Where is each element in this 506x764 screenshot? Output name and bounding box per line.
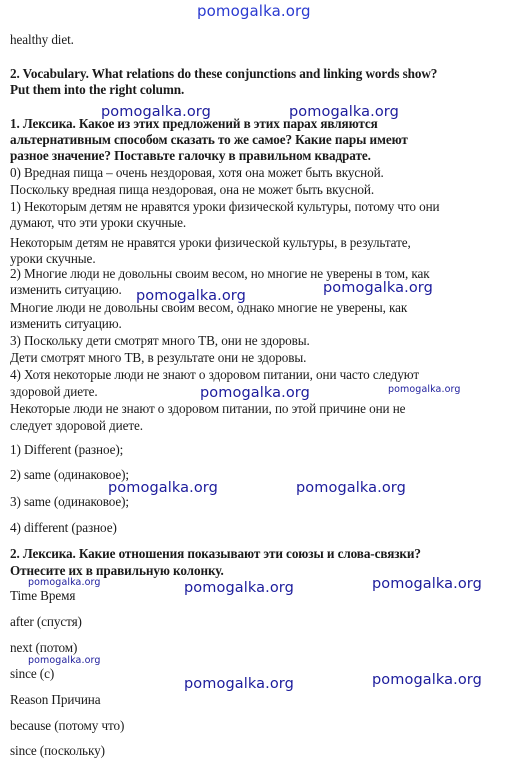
answer-item: 1) Different (разное); [10,442,124,457]
task2-ru-heading: Отнесите их в правильную колонку. [10,563,224,578]
task1-line: Многие люди не довольны своим весом, однако многие не уверены, как [10,300,408,315]
task1-line: думают, что эти уроки скучные. [10,215,187,230]
task1-line: 2) Многие люди не довольны своим весом, но многие не уверены в том, как [10,266,430,281]
task2-item: since (с) [10,666,55,681]
task2-item: Time Время [10,588,76,603]
task1-line: Некоторые люди не знают о здоровом питании, по этой причине они не [10,401,406,416]
intro-text: healthy diet. [10,32,74,47]
answer-item: 3) same (одинаковое); [10,494,129,509]
task1-line: Некоторым детям не нравятся уроки физической культуры, в результате, [10,235,411,250]
task1-line: 1) Некоторым детям не нравятся уроки физической культуры, потому что они [10,199,440,214]
task2-ru-heading: 2. Лексика. Какие отношения показывают эти союзы и слова-связки? [10,546,421,561]
task1-line: здоровой диете. [10,384,98,399]
task1-line: изменить ситуацию. [10,282,122,297]
watermark: pomogalka.org [28,577,101,588]
task2-item: after (спустя) [10,614,82,629]
task2-item: Reason Причина [10,692,101,707]
task1-line: Поскольку вредная пища нездоровая, она не может быть вкусной. [10,182,375,197]
watermark: pomogalka.org [200,385,310,401]
watermark: pomogalka.org [184,580,294,596]
task1-line: уроки скучные. [10,251,96,266]
task2-en-heading: Put them into the right column. [10,82,185,97]
task1-line: 4) Хотя некоторые люди не знают о здоровом питании, они часто следуют [10,367,420,382]
watermark: pomogalka.org [372,576,482,592]
task2-en-heading: 2. Vocabulary. What relations do these conjunctions and linking words show? [10,66,438,81]
task1-line: изменить ситуацию. [10,316,122,331]
task1-line: 0) Вредная пища – очень нездоровая, хотя она может быть вкусной. [10,165,384,180]
watermark: pomogalka.org [197,2,311,20]
watermark: pomogalka.org [388,384,461,395]
task1-ru-heading: 1. Лексика. Какое из этих предложений в этих парах являются [10,116,378,131]
watermark: pomogalka.org [101,104,211,120]
answer-item: 2) same (одинаковое); [10,467,129,482]
task1-line: следует здоровой диете. [10,418,143,433]
watermark: pomogalka.org [108,480,218,496]
watermark: pomogalka.org [323,280,433,296]
task1-line: 3) Поскольку дети смотрят много ТВ, они не здоровы. [10,333,310,348]
watermark: pomogalka.org [136,288,246,304]
watermark: pomogalka.org [184,676,294,692]
watermark: pomogalka.org [28,655,101,666]
task1-ru-heading: разное значение? Поставьте галочку в правильном квадрате. [10,148,371,163]
watermark: pomogalka.org [289,104,399,120]
watermark: pomogalka.org [372,672,482,688]
task2-item: next (потом) [10,640,78,655]
task2-item: because (потому что) [10,718,125,733]
task1-line: Дети смотрят много ТВ, в результате они не здоровы. [10,350,307,365]
task1-ru-heading: альтернативным способом сказать то же самое? Какие пары имеют [10,132,408,147]
task2-item: since (поскольку) [10,743,105,758]
watermark: pomogalka.org [296,480,406,496]
answer-item: 4) different (разное) [10,520,117,535]
